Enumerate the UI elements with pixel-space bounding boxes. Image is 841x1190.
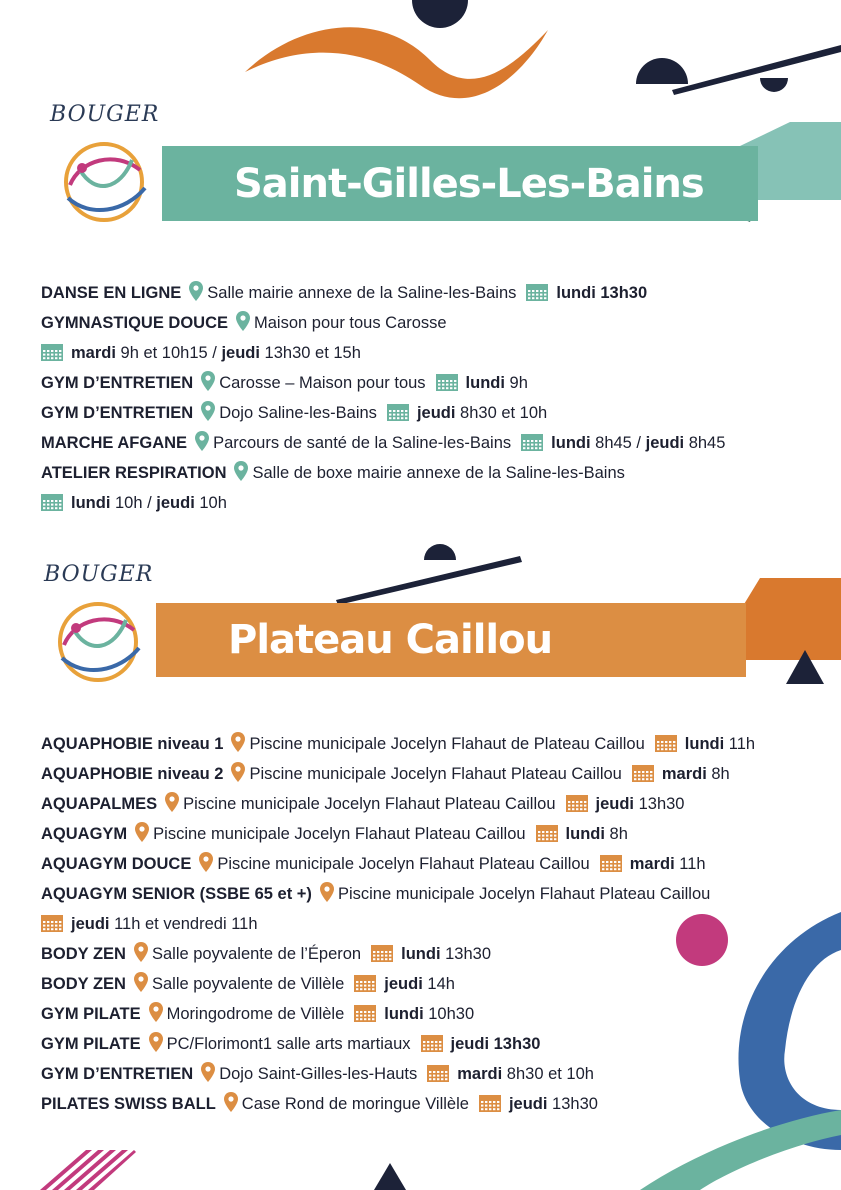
detail-text: 11h: [724, 735, 756, 753]
activity-name: GYM PILATE: [41, 1035, 141, 1053]
detail-text: 8h: [706, 765, 730, 783]
location-pin-icon: [165, 792, 179, 812]
activity-row: [41, 909, 755, 939]
activity-name: GYMNASTIQUE DOUCE: [41, 314, 229, 332]
schedule-day: mardi: [457, 1065, 503, 1083]
detail-text: Carosse – Maison pour tous: [219, 374, 426, 392]
activity-name: BODY ZEN: [41, 975, 126, 993]
navy-halfdisc-right: [636, 58, 688, 84]
logo-emblem: [40, 100, 155, 230]
activity-row: [41, 969, 755, 999]
detail-text: Piscine municipale Jocelyn Flahaut Plateau Caillou: [337, 885, 711, 903]
detail-text: 8h: [604, 825, 628, 843]
schedule-day: jeudi: [384, 975, 423, 993]
navy-line-mid: [336, 556, 522, 605]
calendar-icon: [436, 371, 458, 388]
detail-text: Dojo Saint-Gilles-les-Hauts: [219, 1065, 418, 1083]
activity-row: [41, 789, 755, 819]
schedule-day: lundi: [551, 434, 591, 452]
detail-text: Salle de boxe mairie annexe de la Saline-les-Bains: [252, 464, 625, 482]
location-pin-icon: [231, 732, 245, 752]
activity-row: [41, 308, 725, 338]
navy-halfdisc-small: [760, 78, 788, 92]
calendar-icon: [41, 341, 63, 358]
detail-text: Salle poyvalente de Villèle: [151, 975, 345, 993]
detail-text: 13h30 et 15h: [259, 344, 361, 362]
activity-name: GYM D’ENTRETIEN: [41, 1065, 194, 1083]
location-pin-icon: [236, 311, 250, 331]
calendar-icon: [354, 972, 376, 989]
schedule-day: jeudi: [508, 1095, 548, 1113]
activity-name: AQUAPHOBIE niveau 1: [41, 735, 224, 753]
calendar-icon: [387, 401, 409, 418]
calendar-icon: [354, 1002, 376, 1019]
detail-text: 10h /: [110, 494, 157, 512]
navy-line-top: [672, 45, 841, 95]
detail-text: 10h: [194, 494, 227, 512]
activity-name: GYM D’ENTRETIEN: [41, 374, 194, 392]
activity-row: [41, 759, 755, 789]
logo-wordmark: BOUGER: [44, 562, 154, 587]
detail-text: Piscine municipale Jocelyn Flahaut de Plateau Caillou: [249, 735, 645, 753]
schedule-day: lundi: [684, 735, 725, 753]
detail-text: 11h: [674, 855, 706, 873]
detail-text: Piscine municipale Jocelyn Flahaut Plateau Caillou: [183, 795, 556, 813]
detail-text: 8h45 /: [590, 434, 646, 452]
calendar-icon: [421, 1032, 443, 1049]
bouger-logo: [34, 560, 154, 690]
activity-name: DANSE EN LIGNE: [41, 284, 182, 302]
location-pin-icon: [149, 1002, 163, 1022]
location-pin-icon: [234, 461, 248, 481]
activity-row: [41, 458, 725, 488]
orange-swoosh: [245, 27, 548, 98]
calendar-icon: [521, 431, 543, 448]
detail-text: Parcours de santé de la Saline-les-Bains: [213, 434, 512, 452]
detail-text: Piscine municipale Jocelyn Flahaut Plateau Caillou: [217, 855, 590, 873]
calendar-icon: [655, 732, 677, 749]
schedule-day: lundi: [565, 825, 605, 843]
activity-row: [41, 1059, 755, 1089]
schedule-day: lundi: [384, 1005, 424, 1023]
detail-text: Salle mairie annexe de la Saline-les-Bains: [207, 284, 517, 302]
detail-text: 13h30: [547, 1095, 598, 1113]
teal-ribbon: [640, 1110, 841, 1190]
detail-text: 13h30: [440, 945, 491, 963]
schedule-day: jeudi: [645, 434, 685, 452]
detail-text: Salle poyvalente de l’Éperon: [151, 945, 362, 963]
activity-row: [41, 939, 755, 969]
activity-row: [41, 999, 755, 1029]
schedule-day: mardi: [661, 765, 707, 783]
detail-text: 10h30: [423, 1005, 475, 1023]
detail-text: 11h et vendredi 11h: [109, 915, 258, 933]
detail-text: Piscine municipale Jocelyn Flahaut Plateau Caillou: [249, 765, 622, 783]
activity-row: [41, 428, 725, 458]
calendar-icon: [600, 852, 622, 869]
detail-text: 14h: [422, 975, 455, 993]
schedule-day: jeudi: [595, 795, 635, 813]
activity-row: [41, 278, 725, 308]
section-banner-saint-gilles: [162, 146, 758, 221]
detail-text: Dojo Saline-les-Bains: [219, 404, 377, 422]
activity-name: GYM D’ENTRETIEN: [41, 404, 194, 422]
schedule-day: lundi: [465, 374, 505, 392]
activity-name: PILATES SWISS BALL: [41, 1095, 216, 1113]
schedule-day: jeudi: [71, 915, 110, 933]
schedule-day: mardi: [629, 855, 675, 873]
calendar-icon: [41, 912, 63, 929]
section-title: Plateau Caillou: [228, 617, 553, 663]
activity-name: MARCHE AFGANE: [41, 434, 188, 452]
section-banner-plateau-caillou: [156, 603, 746, 677]
schedule-day: jeudi: [156, 494, 195, 512]
activity-name: AQUAGYM: [41, 825, 128, 843]
schedule-day: mardi: [71, 344, 116, 362]
calendar-icon: [427, 1062, 449, 1079]
calendar-icon: [536, 822, 558, 839]
navy-triangle-right: [786, 650, 824, 684]
location-pin-icon: [199, 852, 213, 872]
location-pin-icon: [135, 822, 149, 842]
calendar-icon: [479, 1092, 501, 1109]
location-pin-icon: [134, 972, 148, 992]
section-title: Saint-Gilles-Les-Bains: [234, 160, 704, 207]
calendar-icon: [566, 792, 588, 809]
location-pin-icon: [231, 762, 245, 782]
logo-wordmark: BOUGER: [50, 102, 160, 127]
location-pin-icon: [134, 942, 148, 962]
activity-row: [41, 729, 755, 759]
activity-row: [41, 338, 725, 368]
activity-row: [41, 819, 755, 849]
schedule-day: jeudi: [221, 344, 260, 362]
location-pin-icon: [201, 1062, 215, 1082]
activity-row: [41, 879, 755, 909]
location-pin-icon: [189, 281, 203, 301]
activity-name: AQUAGYM DOUCE: [41, 855, 192, 873]
activity-list-plateau-caillou: [41, 729, 755, 1119]
calendar-icon: [41, 491, 63, 508]
activity-name: AQUAPHOBIE niveau 2: [41, 765, 224, 783]
location-pin-icon: [320, 882, 334, 902]
activity-row: [41, 368, 725, 398]
location-pin-icon: [224, 1092, 238, 1112]
navy-semicircle-top: [412, 0, 468, 28]
activity-name: ATELIER RESPIRATION: [41, 464, 227, 482]
location-pin-icon: [149, 1032, 163, 1052]
activity-row: [41, 849, 755, 879]
activity-name: AQUAGYM SENIOR (SSBE 65 et +): [41, 885, 312, 903]
detail-text: Piscine municipale Jocelyn Flahaut Plateau Caillou: [153, 825, 526, 843]
activity-name: BODY ZEN: [41, 945, 126, 963]
activity-name: AQUAPALMES: [41, 795, 158, 813]
location-pin-icon: [201, 401, 215, 421]
activity-list-saint-gilles: [41, 278, 725, 518]
activity-row: [41, 1089, 755, 1119]
detail-text: Case Rond de moringue Villèle: [241, 1095, 469, 1113]
detail-text: 8h30 et 10h: [455, 404, 548, 422]
calendar-icon: [371, 942, 393, 959]
schedule-day: lundi: [401, 945, 441, 963]
location-pin-icon: [195, 431, 209, 451]
calendar-icon: [526, 281, 548, 298]
detail-text: 9h et 10h15 /: [115, 344, 222, 362]
detail-text: Maison pour tous Carosse: [254, 314, 447, 332]
detail-text: Moringodrome de Villèle: [166, 1005, 345, 1023]
logo-emblem: [34, 560, 149, 690]
detail-text: 8h45: [684, 434, 726, 452]
activity-row: [41, 488, 725, 518]
schedule-day: lundi 13h30: [556, 284, 648, 302]
location-pin-icon: [201, 371, 215, 391]
activity-row: [41, 1029, 755, 1059]
detail-text: PC/Florimont1 salle arts martiaux: [166, 1035, 411, 1053]
pink-stripes: [40, 1150, 136, 1190]
schedule-day: jeudi 13h30: [450, 1035, 541, 1053]
navy-halfdisc-mid: [424, 544, 456, 560]
calendar-icon: [632, 762, 654, 779]
schedule-day: jeudi: [416, 404, 456, 422]
activity-row: [41, 398, 725, 428]
schedule-day: lundi: [71, 494, 111, 512]
detail-text: 8h30 et 10h: [502, 1065, 594, 1083]
navy-triangle-bottom: [374, 1163, 406, 1190]
detail-text: 9h: [504, 374, 528, 392]
bouger-logo: [40, 100, 160, 230]
detail-text: 13h30: [634, 795, 685, 813]
activity-name: GYM PILATE: [41, 1005, 141, 1023]
